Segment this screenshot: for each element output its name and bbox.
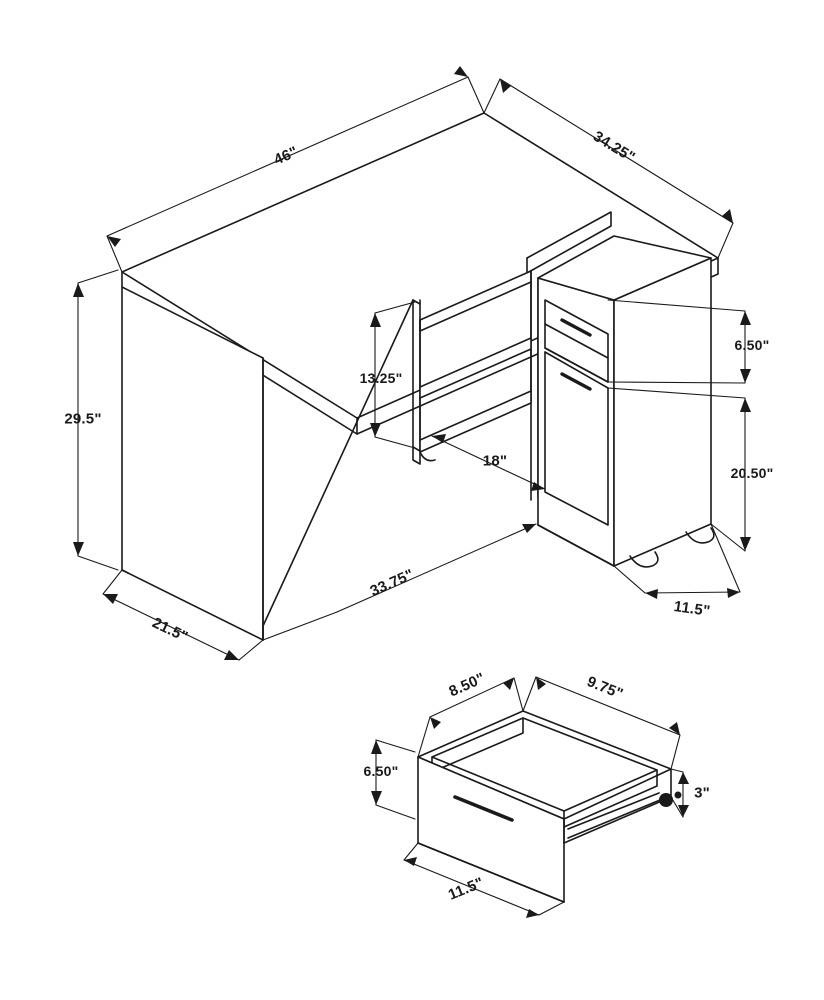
- dimension-label-drawer-face-height: 6.50": [734, 337, 770, 353]
- dimension-label-cabinet-door-height: 20.50": [730, 465, 774, 481]
- dimension-label-drawer-side-depth: 8.50": [446, 669, 488, 701]
- dimension-label-shelf-opening-width: 18": [482, 452, 508, 470]
- dimension-label-drawer-front-width: 11.5": [445, 874, 487, 904]
- dimension-label-tower-depth: 11.5": [672, 598, 712, 620]
- drawer-detail-view: [418, 711, 682, 902]
- dimension-label-front-width: 33.75": [367, 565, 417, 601]
- dimension-label-overall-height: 29.5": [64, 410, 102, 428]
- dimension-label-top-right-depth: 34.25": [590, 127, 638, 167]
- dimension-label-shelf-opening-height: 13.25": [359, 370, 403, 386]
- dimension-label-drawer-slide-height: 3": [694, 784, 710, 802]
- dimension-label-drawer-inner-width: 9.75": [584, 673, 626, 703]
- dimension-label-top-left-width: 46": [271, 143, 301, 169]
- dimension-label-drawer-front-height: 6.50": [363, 763, 399, 779]
- dimension-label-left-panel-depth: 21.5": [149, 614, 191, 646]
